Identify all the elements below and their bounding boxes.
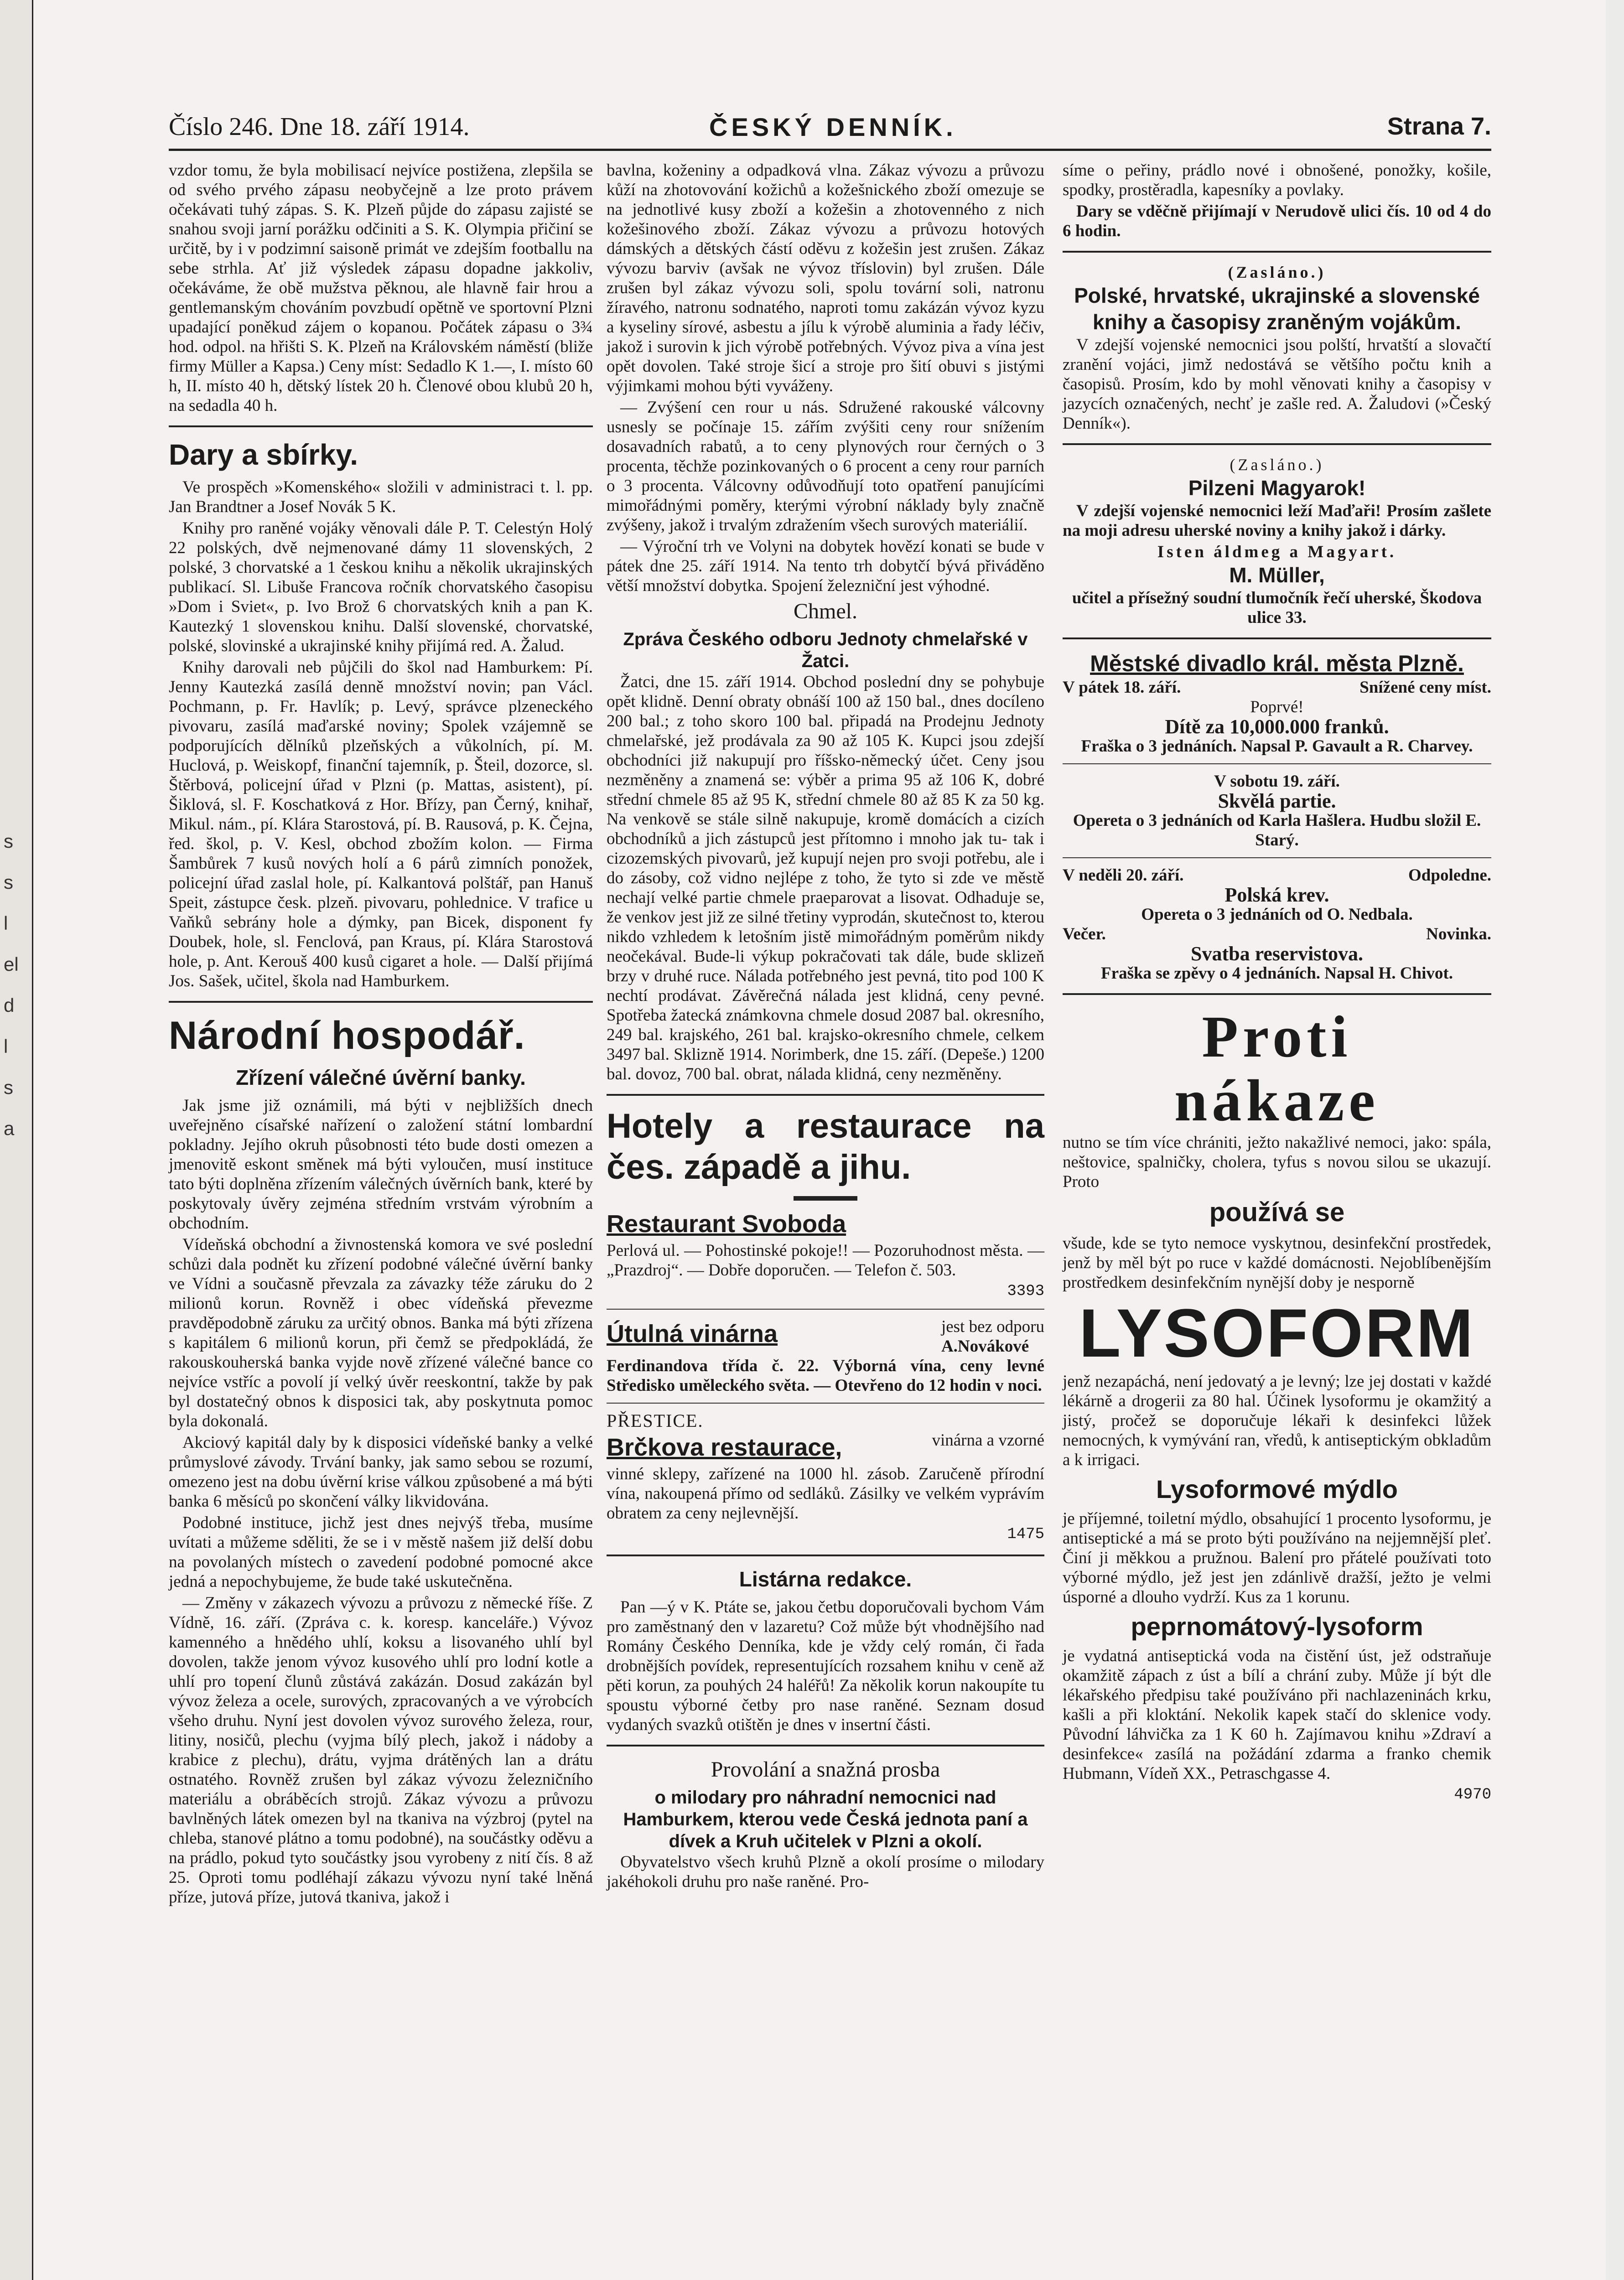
zaslano-title: Polské, hrvatské, ukrajinské a slovenské knihy a časopisy zraněným vojákům. — [1074, 284, 1480, 334]
divider — [607, 1094, 1044, 1096]
chmel-subheading: Zpráva Českého odboru Jednoty chmelařské v Žatci. — [623, 629, 1028, 671]
chmel-paragraph: Žatci, dne 15. září 1914. Obchod poslední dny se pohybuje opět klidně. Denní obraty obnáší 100 až 150 bal., dnes docíleno 200 bal.; z toho skoro 100 bal. připadá na Prodejnu Jednoty chmelařské, jež prodávala za 90 až 105 K. Kupci jsou zdejší obchodníci již nakupují pro říšsko-německý účet. Ceny jsou nezměněny a znamená se: výběr a prima 95 až 106 K, dobré střední chmele 85 až 95 K, střední chmele 80 až 85 K za 50 kg. Na venkově se stále silně nakupuje, kromě domácích a cizích obchodníků a jich zástupců jest přítomno i mnoho jak tu- tak i cizozemských pivovarů, jež kupují nejen pro svoji potřebu, ale i do zásoby, což vidno nejlépe z toho, že tyto si zde ve městě nechají velké partie chmele praeparovat a lisovat. Odhaduje se, že venkov jest již ze silné třetiny vyprodán, skutečnost to, kterou nikdo vzhledem k letošním jistě mimořádným poměrům nikdy neočekával. Bude-li výkup pokračovati tak dále, bude sklizeň brzy v druhé ruce. Nálada potřebného jest pevná, tito pod 100 K nechtí prodávat. Závěrečná nálada jest klidná, ceny pevné. Spotřeba žatecká známkovna chmele dosud 2087 bal. okresního, 249 bal. krajského, 261 bal. krajsko-okresního chmele, celkem 3497 bal. Sklizně 1914. Norimberk, dne 15. září. (Depeše.) 1200 bal. dovoz, 700 bal. obrat, nálada klidná, ceny nezměněny. — [607, 673, 1044, 1083]
zrizeni-paragraph: Jak jsme již oznámili, má býti v nejbližších dnech uveřejněno císařské nařízení o založení státní lombardní pokladny. Jejího okruh působnosti této bude dosti omezen a jmenovitě eskont směnek má býti vyloučen, musí instituce tato býti doplněna zřízením válečných úvěrních bank, které by poskytovaly úvěry zejména středním vrstvám výrobním a obchodním. — [169, 1096, 593, 1233]
zmeny-paragraph: — Změny v zákazech vývozu a průvozu z německé říše. Z Vídně, 16. září. (Zpráva c. k. koresp. kanceláře.) Vývoz kamenného a hnědého uhlí, koksu a lisovaného uhlí byl dovolen, takže jenom vývoz kusového uhlí pro lodní kotle a uhlí pro topení člunů zůstává zakázán. Dosud zakázán byl vývoz železa a ocele, surových, zpracovaných a ve výrobcích všeho druhu. Nyní jest dovolen vývoz surového železa, rour, litiny, nosičů, plechu (vyjma bílý plech, jakož i nádoby a krabice z plechu), drátu, vyjma drátěných lan a drátu ostnatého. Rovněž zrušen byl zákaz vývozu železničního materiálu a obráběcích strojů. Zákaz vývozu a průvozu bavlněných látek omezen byl na tkaniva na výzbroj (pytel na chleba, stanové plátno a tomu podobné), na součástky oděvu a na prádlo, pokud tyto součástky jsou vyrobeny z nití čís. 8 až 25. Oproti tomu podléhají zákazu vývozu nyní také lněná příze, jutová příze, jutová tkaniva, jakož i — [169, 1594, 593, 1907]
provolani-subheading: o milodary pro náhradní nemocnici nad Hamburkem, kterou vede Česká jednota paní a dívek a Kruh učitelek v Plzni a okolí. — [623, 1788, 1028, 1851]
hotely-heading: Hotely a restaurace na čes. západě a jihu. — [607, 1107, 1044, 1187]
programme-desc: Fraška se zpěvy o 4 jednáních. Napsal H. Chivot. — [1101, 964, 1453, 983]
vinarna-title: Útulná vinárna — [607, 1320, 778, 1347]
zrizeni-paragraph: Podobné instituce, jichž jest dnes nejvýš třeba, musíme uvítati a můžeme sděliti, že se i v městě našem již delší dobu na povolaných místech o zavedení podobné pomocné akce jedná a nepochybujeme, že bude také uskutečněna. — [169, 1513, 593, 1591]
page-right-edge — [1606, 0, 1624, 2280]
column-3 — [1063, 161, 1491, 1805]
zaslano-paragraph: V zdejší vojenské nemocnici leží Maďaři! Prosím zašlete na moji adresu uherské noviny a knihy jakož i dárky. — [1063, 502, 1491, 540]
margin-mark: s — [4, 830, 13, 852]
zvyseni-paragraph: — Zvýšení cen rour u nás. Sdružené rakouské válcovny usnesly se počínaje 15. zářím zvýšiti ceny rour snížením dosavadních rabatů, a to ceny plynových rour černých o 3 procenta, těchže pozinkovaných o 6 procent a ceny rour parních o 3 procenta. Válcovny odůvodňují toto opatření panujícími mimořádnými poměry, kterými výrobní náklady byly značně zvýšeny, jakož i trvalým zdražením všech surových materiálií. — [607, 398, 1044, 534]
ornament-bar — [794, 1196, 857, 1201]
divider — [1063, 251, 1491, 253]
column-2 — [607, 161, 1044, 1893]
divider — [1063, 443, 1491, 445]
margin-mark: s — [4, 871, 13, 893]
vinarna-tagline: jest bez odporu — [941, 1317, 1044, 1336]
divider — [607, 1745, 1044, 1746]
zaslano-label: (Zasláno.) — [1230, 456, 1324, 474]
dary-paragraph: Knihy darovali neb půjčili do škol nad Hamburkem: Pí. Jenny Kautezká zasílá denně množství novin; pan Václ. Pochmann, p. Fr. Havlík; p. Levý, správce plzeneckého pivovaru, zasílá maďarské noviny; Spolek vzájemně se podporujících dělníků plzeňských a vůkolních, pí. M. Huclová, p. Weiskopf, finanční tajemník, p. Šteil, dozorce, sl. Štěrbová, policejní úřad v Plzni (p. Mattas, asistent), pí. Šiklová, sl. F. Koschatková z Hor. Břízy, pan Černý, knihař, Mikul. nám., pí. Klára Starostová, pí. B. Rausová, p. K. Čejna, řed. škol, p. V. Kesl, obchod zbožím kolon. — Firma Šambůrek 7 kusů nových holí a 6 párů zimních ponožek, policejní úřad zaslal hole, pí. Kalkantová polštář, pan Hanuš Speit, zástupce česk. plzeň. pivovaru, pohlednice. V trafice u Vaňků sebrány hole a dýmky, pan Bicek, disponent fy Doubek, hole, sl. Fenclová, pan Kraus, pí. Klára Starostová hole, p. Ant. Kerouš 400 kusů cigaret a hole. — Další přijímá Jos. Sašek, učitel, škola nad Hamburkem. — [169, 658, 593, 990]
svoboda-text: Perlová ul. — Pohostinské pokoje!! — Pozoruhodnost města. — „Prazdroj“. — Dobře doporučen. — Telefon č. 503. — [607, 1241, 1044, 1280]
programme-desc: Opereta o 3 jednáních od Karla Hašlera. Hudbu složil E. Starý. — [1073, 811, 1481, 850]
programme-day: V neděli 20. září. — [1063, 866, 1184, 885]
mydlo-heading: Lysoformové mýdlo — [1156, 1475, 1398, 1503]
nakaze-heading: nákaze — [1174, 1068, 1380, 1134]
programme-time: Odpoledne. — [1408, 866, 1491, 885]
masthead-title: ČESKÝ DENNÍK. — [709, 113, 957, 141]
lysoform-logo: LYSOFORM — [1079, 1295, 1475, 1371]
svoboda-title: Restaurant Svoboda — [607, 1210, 846, 1238]
zrizeni-paragraph: Vídeňská obchodní a živnostenská komora ve své poslední schůzi dala podnět ku zřízení podobné válečné úvěrní banky ve Vídni a současně převzala za závazky téže záruku do 2 milionů korun. Rovněž i obec vídeňská převezme pravděpodobně záruku za určitý obnos. Banka má býti zřízena s kapitálem 6 milionů korun, při čemž se předpokládá, že rakouskouherská banka vyjde nově zřízené válečné bance co nejvíce vstříc a povolí jí velký úvěr reeskontní, takže by pak byl dostatečný obnos k disposici tak, aby poskytnuta pomoc byla dokonalá. — [169, 1235, 593, 1430]
divider — [1063, 637, 1491, 639]
column-1 — [169, 161, 593, 1909]
vinarna-text: Ferdinandova třída č. 22. Výborná vína, ceny levné Středisko uměleckého světa. — Otevřeno do 12 hodin v noci. — [607, 1357, 1044, 1395]
provolani-heading: Provolání a snažná prosba — [711, 1757, 940, 1782]
lysoform-paragraph: jenž nezapáchá, není jedovatý a je levný; lze jej dostati v každé lékárně a drogerii za 80 hal. Účinek lysoformu je okamžitý a jistý, pročež se doporučuje lékaři k desinfekci lůžek nemocných, k vymývání ran, vředů, k antiseptickým obkladům a k irrigaci. — [1063, 1372, 1491, 1469]
football-article: vzdor tomu, že byla mobilisací nejvíce postižena, zlepšila se od svého prvého zápasu neobyčejně a lze proto právem očekávati tuhý zápas. S. K. Plzeň půjde do zápasu zajisté se snahou svoji jarní porážku odčiniti a S. K. Olympia přičiní se určitě, by i v podzimní saisoně primát ve zdejším footballu na sebe strhla. Ať již výsledek zápasu dopadne jakkoliv, očekáváme, že obě mužstva pěknou, ale hlavně fair hrou a gentlemanským chováním povzbudí opětně ve sportovní Plzni upadající poněkud zájem o kopanou. Počátek zápasu o 3¾ hod. odpol. na hřišti S. K. Plzeň na Královském náměstí (bliže firmy Müller a Kapsa.) Ceny míst: Sedadlo K 1.—, I. místo 60 h, II. místo 40 h, dětský lístek 20 h. Členové obou klubů 20 h, na sedadla 40 h. — [169, 161, 593, 415]
programme-premiere: Poprvé! — [1250, 698, 1304, 716]
zrizeni-paragraph: Akciový kapitál daly by k disposici vídeňské banky a velké průmyslové závody. Trvání banky, jak samo sebou se rozumí, omezeno jest na dobu úvěrní krise válkou způsobené a má býti banka 6 měsíců po skončení války likvidována. — [169, 1433, 593, 1511]
programme-title: Polská krev. — [1224, 884, 1329, 906]
ad-number: 1475 — [1007, 1526, 1044, 1543]
narodni-hospodar-heading: Národní hospodář. — [169, 1014, 525, 1057]
programme-desc: Fraška o 3 jednáních. Napsal P. Gavault a R. Charvey. — [1081, 737, 1473, 756]
proti-heading: Proti — [1202, 1004, 1352, 1070]
zaslano-paragraph: V zdejší vojenské nemocnici jsou polští, hrvatští a slovačtí zranění vojáci, jimž nedostává se většího počtu knih a časopisů. Prosím, kdo by mohl věnovati knihy a časopisy v jazycích označených, nechť je zašle red. A. Žaludovi (»Český Denník«). — [1063, 336, 1491, 433]
brckova-right: vinárna a vzorné — [932, 1431, 1044, 1450]
brckova-text: vinné sklepy, zařízené na 1000 hl. zásob. Zaručeně přírodní vína, nakoupená přímo od sedláků. Zásilky ve velkém vyprávím obratem za ceny nejlevnější. — [607, 1465, 1044, 1523]
margin-marks — [4, 821, 26, 1149]
programme-row — [1063, 865, 1491, 885]
dary-heading: Dary a sbírky. — [169, 438, 358, 471]
vinarna-owner: A.Novákové — [941, 1337, 1029, 1356]
margin-mark: l — [4, 1036, 8, 1057]
dary-note: Dary se vděčně přijímají v Nerudově ulici čís. 10 od 4 do 6 hodin. — [1063, 202, 1491, 240]
dary-paragraph: Knihy pro raněné vojáky věnovali dále P. T. Celestýn Holý 22 polských, dvě nejmenované dámy 11 slovenských, 2 polské, 3 chorvatské a 1 českou knihu a několik ukrajinských publikací. Sl. Libuše Francova ročník chorvatského časopisu »Dom i Sviet«, p. Ivo Brož 6 chorvatských knih a pan K. Kautezký 1 slovenskou knihu. Další slovenské, chorvatské, polské, slovinské a ukrajinské knihy přijímá red. A. Žalud. — [169, 519, 593, 655]
peprn-heading: peprnomátový-lysoform — [1131, 1612, 1423, 1641]
listarna-heading: Listárna redakce. — [739, 1567, 912, 1591]
margin-mark: a — [4, 1118, 15, 1139]
programme-row — [1063, 924, 1491, 944]
programme-title: Dítě za 10,000.000 franků. — [1165, 715, 1389, 738]
zaslano-role: učitel a přísežný soudní tlumočník řečí uherské, Škodova ulice 33. — [1072, 589, 1482, 627]
zaslano-signature: M. Müller, — [1229, 563, 1325, 587]
divider — [607, 1309, 1044, 1310]
divider — [1063, 993, 1491, 995]
divider — [169, 425, 593, 427]
provolani-paragraph: Obyvatelstvo všech kruhů Plzně a okolí prosíme o milodary jakéhokoli druhu pro naše raněné. Pro- — [607, 1853, 1044, 1891]
programme-time: Večer. — [1063, 925, 1106, 943]
vyvoz-paragraph: bavlna, koženiny a odpadková vlna. Zákaz vývozu a průvozu kůží na zhotovování kožichů a kožešnického zboží omezuje se na jednotlivé kusy zboží a kožešin a zhotovenného z nich kožešinového zboží. Zákaz vývozu a průvozu hotových dámských a dětských částí oděvu z kožešin jest zrušen. Zákaz vývozu barviv (avšak ne vývoz tříslovin) byl zrušen. Dále zrušen byl zákaz vývozu soli, spolu tovární soli, natronu žíravého, natronu sodnatého, naproti tomu zakázán vývoz kyzu a kyseliny sírové, asbestu a jílu k výrobě aluminia a řady léčiv, jakož i surovin k jich výrobě potřebných. Vývoz piva a vína jest opět dovolen. Také stroje šicí a stroje pro šití obuvi s jistými výjimkami mohou býti vyváženy. — [607, 161, 1044, 395]
pouziva-paragraph: všude, kde se tyto nemoce vyskytnou, desinfekční prostředek, jenž by měl být po ruce v každé domácnosti. Nejoblíbenějším prostředkem desinfekčním nynější doby je nesporně — [1063, 1234, 1491, 1292]
divider — [607, 1403, 1044, 1404]
zaslano-greeting: Isten áldmeg a Magyart. — [1157, 543, 1397, 561]
brckova-title: Brčkova restaurace, — [607, 1434, 842, 1461]
divider — [1063, 857, 1491, 858]
listarna-paragraph: Pan —ý v K. Ptáte se, jakou četbu doporučovali bychom Vám pro zaměstnaný den v lazaretu? Což může být vhodnějšího nad Romány Českého Denníka, kde je vždy celý román, či řada drobnějších povídek, representujících rozsahem knihu v ceně až pěti korun, za pouhých 24 haléřů! Za několik korun nakoupíte tu spoustu výborné četby pro nase raněné. Seznam dosud vydaných svazků otištěn je dnes v insertní části. — [607, 1598, 1044, 1734]
programme-day: V pátek 18. září. — [1063, 678, 1181, 697]
vinarna-right — [941, 1317, 1044, 1356]
dary-paragraph: Ve prospěch »Komenského« složili v administraci t. l. pp. Jan Brandtner a Josef Novák 5 K. — [169, 478, 593, 516]
zaslano-title: Pilzeni Magyarok! — [1188, 476, 1366, 500]
programme-row — [1063, 678, 1491, 697]
brckova-header — [607, 1430, 1044, 1464]
page-header — [169, 112, 1491, 151]
issue-date: Číslo 246. Dne 18. září 1914. — [169, 113, 470, 141]
margin-mark: s — [4, 1077, 13, 1098]
programme-title: Skvělá partie. — [1218, 790, 1336, 812]
programme-day: V sobotu 19. září. — [1214, 772, 1340, 791]
page-number: Strana 7. — [1387, 113, 1491, 140]
ad-number: 3393 — [1007, 1283, 1044, 1300]
programme-desc: Opereta o 3 jednáních od O. Nedbala. — [1141, 905, 1413, 924]
divider — [607, 1555, 1044, 1556]
chmel-heading: Chmel. — [794, 599, 857, 623]
pouziva-heading: používá se — [1209, 1197, 1345, 1227]
nakaze-paragraph: nutno se tím více chrániti, ježto nakažlivé nemoci, jako: spála, neštovice, spalničky, cholera, tyfus s novou silou se ukazují. Proto — [1063, 1133, 1491, 1191]
margin-mark: l — [4, 912, 8, 934]
vyrocni-paragraph: — Výroční trh ve Volyni na dobytek hovězí konati se bude v pátek dne 25. září 1914. Na tento trh dobytčí bývá přiváděno větší množství dobytka. Spojení železniční jest výhodné. — [607, 537, 1044, 595]
margin-mark: el — [4, 953, 19, 975]
vinarna-header — [607, 1317, 1044, 1356]
divadlo-heading: Městské divadlo král. města Plzně. — [1090, 651, 1464, 676]
ad-number: 4970 — [1454, 1786, 1491, 1803]
programme-price: Snížené ceny míst. — [1359, 678, 1491, 697]
margin-mark: d — [4, 995, 15, 1016]
mydlo-paragraph: je příjemné, toiletní mýdlo, obsahující 1 procento lysoformu, je antiseptické a má se proto býti používáno na nejjemnější pleť. Činí ji měkkou a pružnou. Balení pro přátelé používati toto výborné mýdlo, jež jest jen zdánlivě dražší, ježto je velmi úsporné a dlouho vydrží. Kus za 1 korunu. — [1063, 1509, 1491, 1606]
divider — [1063, 763, 1491, 764]
programme-label: Novinka. — [1426, 925, 1491, 943]
zrizeni-heading: Zřízení válečné úvěrní banky. — [236, 1066, 526, 1089]
divider — [169, 1001, 593, 1003]
programme-title: Svatba reservistova. — [1190, 943, 1364, 965]
zaslano-label: (Zasláno.) — [1228, 263, 1326, 281]
prestice-label: PŘESTICE. — [607, 1410, 704, 1431]
provolani-continued: síme o peřiny, prádlo nové i obnošené, ponožky, košile, spodky, prostěradla, kapesníky a povlaky. — [1063, 161, 1491, 199]
peprn-paragraph: je vydatná antiseptická voda na čistění úst, jež odstraňuje okamžitě zápach z úst a bílí a chrání zuby. Může jí být dle lékařského předpisu také používáno při nachlazeninách krku, kašli a při kloktání. Nekolik kapek stačí do sklenice vody. Původní láhvička za 1 K 60 h. Zajímavou knihu »Zdraví a desinfekce« zasílá na požádání zdarma a franko chemik Hubmann, Vídeň XX., Petraschgasse 4. — [1063, 1647, 1491, 1783]
